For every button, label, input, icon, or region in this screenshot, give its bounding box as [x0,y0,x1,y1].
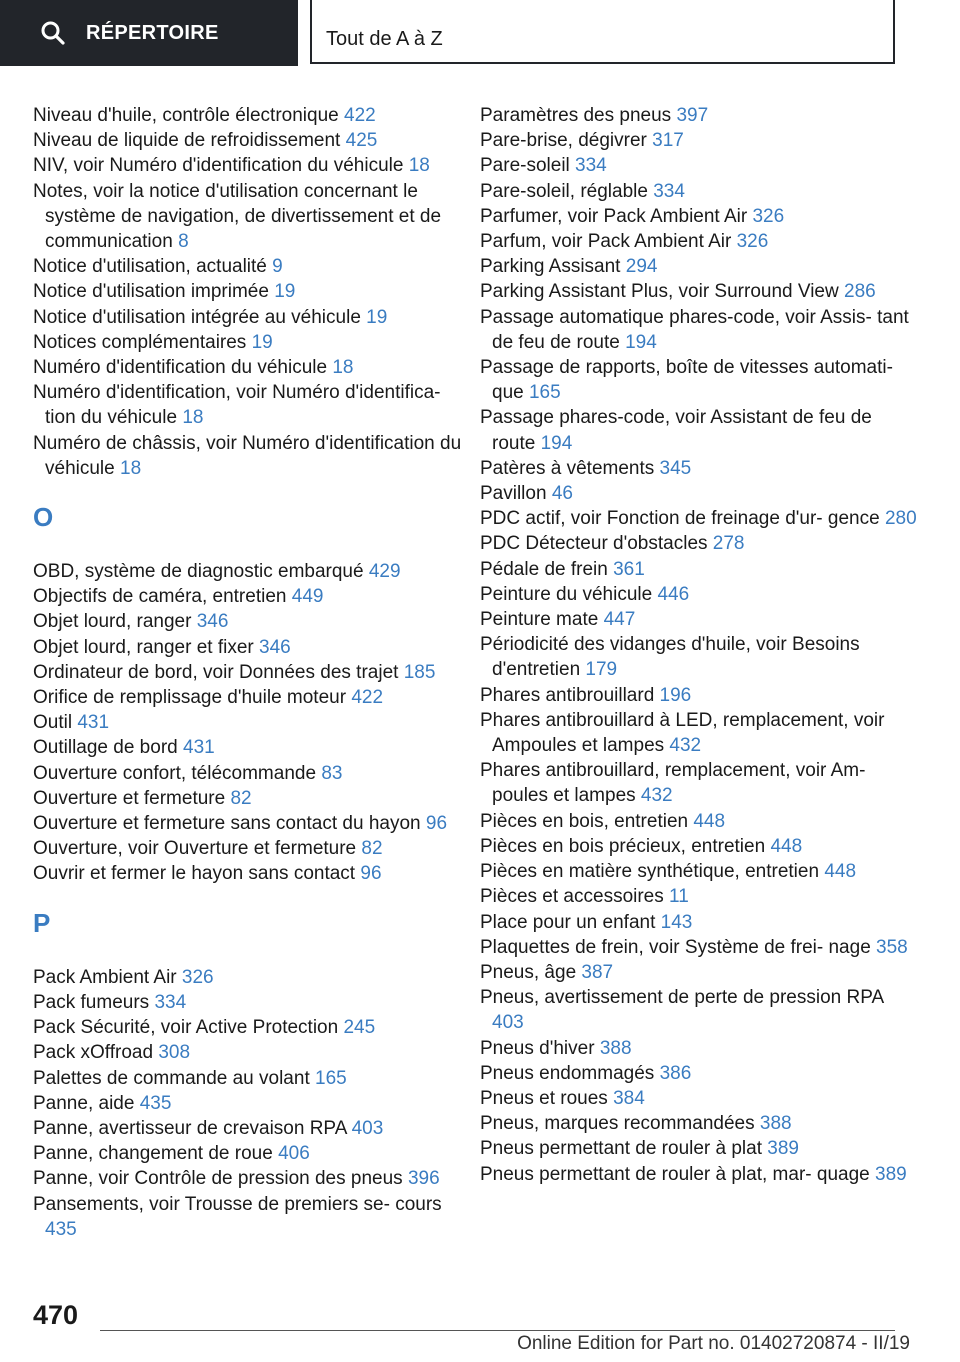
page-link[interactable]: 11 [669,886,689,908]
entry-text: Pneus, avertissement de perte de pression RPA [480,987,884,1009]
page-link[interactable]: 286 [844,281,876,303]
index-entry [33,103,463,128]
page-number: 470 [33,1300,79,1330]
page-link[interactable]: 46 [551,483,573,505]
page-link[interactable]: 384 [613,1087,645,1109]
entry-text: Phares antibrouillard à LED, remplacement, voir Ampoules et lampes [480,709,885,757]
entry-text: Pare-soleil [480,155,576,177]
entry-text: Panne, aide [33,1092,140,1114]
entry-text: Périodicité des vidanges d'huile, voir Besoins d'entretien [480,634,860,681]
section-letter: P [33,907,51,938]
footer-divider [100,1330,895,1331]
entry-text: Notice d'utilisation intégrée au véhicule [33,306,367,328]
entry-text: Ordinateur de bord, voir Données des trajet [33,661,404,683]
entry-text: Notice d'utilisation imprimée [33,281,275,303]
entry-text: Pare-soleil, réglable [480,180,654,202]
page-link[interactable]: 403 [351,1117,384,1139]
page-link[interactable]: 326 [181,966,214,988]
index-entry [480,1036,920,1061]
page-link[interactable]: 165 [528,382,561,404]
index-entry [33,254,463,279]
index-entry [480,884,920,909]
header [0,0,960,66]
entry-text: Numéro d'identification, voir Numéro d'identifica‐ tion du véhicule [33,382,441,429]
index-entry [33,330,463,355]
index-entry [480,834,920,859]
entry-text: PDC Détecteur d'obstacles [480,533,713,555]
entry-text: Parfumer, voir Pack Ambient Air [480,205,753,227]
index-column-right [480,103,920,1187]
entry-text: Panne, avertisseur de crevaison RPA [33,1117,352,1139]
section-letter: O [33,502,54,533]
index-entry [33,710,463,735]
page-link[interactable]: 294 [625,256,658,278]
page-link[interactable]: 358 [876,936,908,958]
page-link[interactable]: 96 [425,813,448,835]
index-entry [480,582,920,607]
index-entry [33,965,463,990]
page-link[interactable]: 9 [272,256,283,278]
page-link[interactable]: 326 [752,205,785,227]
entry-text: Place pour un enfant [480,911,661,933]
index-entry [480,758,920,808]
index-entry [480,153,920,178]
index-entry [33,1040,463,1065]
index-entry [33,735,463,760]
index-entry [33,1066,463,1091]
entry-text: Objet lourd, ranger et fixer [33,636,259,658]
entry-text: Pneus permettant de rouler à plat, mar‐ quage [480,1163,876,1185]
index-entry [33,128,463,153]
entry-text: Pièces et accessoires [480,886,670,908]
entry-text: Passage phares-code, voir Assistant de feu de route [480,407,872,454]
entry-text: Pièces en matière synthétique, entretien [480,861,825,883]
page-link[interactable]: 389 [875,1163,907,1185]
index-entry [33,179,463,255]
index-entry [480,405,920,455]
edition-note: Online Edition for Part no. 01402720874 - II/19 [517,1333,910,1354]
page-link[interactable]: 334 [653,180,685,202]
entry-text: Pansements, voir Trousse de premiers se‐ cours [33,1193,442,1215]
page-link[interactable]: 448 [693,810,726,832]
entry-text: Pack fumeurs [33,991,155,1013]
page-link[interactable]: 448 [770,835,803,857]
entry-text: Pneus, marques recommandées [480,1113,760,1135]
index-entry [480,1111,920,1136]
page-link[interactable]: 18 [332,357,354,379]
index-entry [480,1061,920,1086]
entry-text: Niveau d'huile, contrôle électronique [33,105,344,126]
index-entry [33,1192,463,1242]
page-link[interactable]: 422 [351,687,384,709]
page-link[interactable]: 18 [120,457,142,479]
entry-text: Peinture mate [480,609,604,631]
index-entry [480,708,920,758]
page-link[interactable]: 447 [603,609,636,631]
page-link[interactable]: 449 [291,586,324,608]
page-link[interactable]: 435 [139,1092,172,1114]
index-column-left [33,103,463,1242]
entry-text: NIV, voir Numéro d'identification du véhicule [33,155,409,177]
entry-text: Pneus et roues [480,1087,614,1109]
index-entry [33,305,463,330]
page-link[interactable]: 388 [599,1037,632,1059]
page-link[interactable]: 82 [361,838,383,860]
search-icon [40,20,66,46]
index-entry [33,990,463,1015]
index-entry [33,836,463,861]
page-link[interactable]: 432 [669,735,702,757]
index-entry [480,557,920,582]
index-entry [33,1116,463,1141]
index-entry [33,1141,463,1166]
index-entry [480,960,920,985]
page-link[interactable]: 143 [660,911,693,933]
index-entry [33,153,463,178]
entry-text: Pneus d'hiver [480,1037,600,1059]
index-entry [480,1086,920,1111]
entry-text: Panne, voir Contrôle de pression des pneus [33,1168,408,1190]
entry-text: Objectifs de caméra, entretien [33,586,292,608]
entry-text: Niveau de liquide de refroidissement [33,130,346,152]
index-entry [33,355,463,380]
page-link[interactable]: 245 [343,1017,376,1039]
index-entry [480,229,920,254]
page-link[interactable]: 448 [824,861,857,883]
index-entry [480,632,920,682]
page-link[interactable]: 345 [659,457,692,479]
page-link[interactable]: 19 [274,281,296,303]
entry-text: Parking Assistant Plus, voir Surround View [480,281,844,303]
page-link[interactable]: 185 [403,661,436,683]
index-entry [480,305,920,355]
page-link[interactable]: 18 [408,155,430,177]
index-entry [33,660,463,685]
index-entry [33,584,463,609]
entry-text: Plaquettes de frein, voir Système de frei‐ nage [480,936,877,958]
entry-text: Pack Sécurité, voir Active Protection [33,1017,344,1039]
entry-text: Phares antibrouillard [480,684,660,706]
page-link[interactable]: 165 [315,1067,347,1089]
index-entry [480,506,920,531]
page-link[interactable]: 280 [884,508,917,530]
page-link[interactable]: 361 [613,558,645,580]
entry-text: Panne, changement de roue [33,1143,279,1165]
repertoire-button[interactable] [0,0,298,66]
entry-text: Paramètres des pneus [480,105,677,126]
entry-text: Notice d'utilisation, actualité [33,256,273,278]
index-entry [33,609,463,634]
entry-text: Pneus endommagés [480,1062,660,1084]
page-link[interactable]: 194 [625,331,657,353]
page-link[interactable]: 278 [712,533,745,555]
index-entry [480,204,920,229]
page-link[interactable]: 308 [158,1042,191,1064]
entry-text: Notices complémentaires [33,331,252,353]
entry-text: Parking Assisant [480,256,626,278]
page-link[interactable]: 334 [575,155,607,177]
index-entry [33,279,463,304]
entry-text: Ouvrir et fermer le hayon sans contact [33,863,361,885]
entry-text: Pavillon [480,483,552,505]
entry-text: Phares antibrouillard, remplacement, voir Am‐ poules et lampes [480,760,866,807]
entry-text: Pack Ambient Air [33,966,182,988]
index-entry [480,481,920,506]
entry-text: Passage de rapports, boîte de vitesses automati‐ que [480,357,893,404]
entry-text: Pneus, âge [480,961,582,983]
repertoire-label: RÉPERTOIRE [86,21,219,44]
index-entry [480,456,920,481]
entry-text: Objet lourd, ranger [33,611,197,633]
index-entry [480,859,920,884]
page-link[interactable]: 397 [676,105,709,126]
page-link[interactable]: 179 [585,659,618,681]
page-link[interactable]: 431 [77,712,110,734]
entry-text: Pneus permettant de rouler à plat [480,1138,768,1160]
entry-text: Orifice de remplissage d'huile moteur [33,687,352,709]
index-entry [480,531,920,556]
page-link[interactable]: 387 [581,961,614,983]
index-entry [480,910,920,935]
entry-text: Ouverture, voir Ouverture et fermeture [33,838,362,860]
page-link[interactable]: 196 [659,684,692,706]
page-link[interactable]: 83 [321,762,343,784]
page-link[interactable]: 389 [767,1138,799,1160]
index-entry [33,761,463,786]
entry-text: Pack xOffroad [33,1042,159,1064]
index-entry [480,1162,920,1187]
entry-text: PDC actif, voir Fonction de freinage d'ur‐ gence [480,508,885,530]
index-entry [480,1136,920,1161]
page-link[interactable]: 317 [652,130,684,152]
page-link[interactable]: 326 [736,231,769,253]
index-entry [480,607,920,632]
page-link[interactable]: 431 [183,737,215,759]
index-entry [33,685,463,710]
page-link[interactable]: 346 [196,611,229,633]
index-entry [480,683,920,708]
page-link[interactable]: 82 [230,787,252,809]
index-entry [33,635,463,660]
index-entry [480,355,920,405]
page-link[interactable]: 432 [640,785,673,807]
page-link[interactable]: 435 [45,1218,77,1240]
entry-text: Ouverture confort, télécommande [33,762,322,784]
entry-text: Pièces en bois précieux, entretien [480,835,771,857]
entry-text: Ouverture et fermeture [33,787,231,809]
page-link[interactable]: 429 [368,561,401,583]
entry-text: Outillage de bord [33,737,183,759]
index-entry [33,431,463,481]
page-link[interactable]: 403 [492,1012,524,1034]
entry-text: Ouverture et fermeture sans contact du hayon [33,813,426,835]
page-link[interactable]: 18 [182,407,204,429]
page-link[interactable]: 425 [345,130,378,152]
entry-text: Peinture du véhicule [480,583,658,605]
page-link[interactable]: 422 [344,105,376,126]
entry-text: Patères à vêtements [480,457,660,479]
page-link[interactable]: 396 [407,1168,440,1190]
page-link[interactable]: 194 [540,432,573,454]
page-link[interactable]: 19 [251,331,273,353]
entry-text: Pièces en bois, entretien [480,810,694,832]
entry-text: Notes, voir la notice d'utilisation concernant le système de navigation, de divertissement et de communication [33,180,442,253]
index-entry [480,809,920,834]
index-entry [480,254,920,279]
index-entry [33,1166,463,1191]
index-entry [33,786,463,811]
page-link[interactable]: 19 [366,306,388,328]
index-entry [33,380,463,430]
entry-text: Pédale de frein [480,558,614,580]
index-entry [480,985,920,1035]
entry-text: Outil [33,712,78,734]
page-link[interactable]: 334 [154,991,187,1013]
page-link[interactable]: 388 [759,1113,792,1135]
index-entry [33,1015,463,1040]
index-entry [480,103,920,128]
tab-a-to-z[interactable]: Tout de A à Z [310,0,895,64]
entry-text: OBD, système de diagnostic embarqué [33,561,369,583]
index-entry [33,811,463,836]
page-link[interactable]: 8 [178,231,189,253]
entry-text: Numéro de châssis, voir Numéro d'identification du véhicule [33,432,462,479]
index-entry [33,861,463,886]
page-link[interactable]: 406 [278,1143,310,1165]
index-entry [33,1091,463,1116]
page-link[interactable]: 446 [657,583,690,605]
index-entry [480,128,920,153]
page-link[interactable]: 386 [659,1062,692,1084]
page-link[interactable]: 96 [360,863,382,885]
index-entry [33,559,463,584]
entry-text: Numéro d'identification du véhicule [33,357,333,379]
index-entry [480,279,920,304]
index-entry [480,935,920,960]
index-entry [480,179,920,204]
entry-text: Palettes de commande au volant [33,1067,316,1089]
entry-text: Parfum, voir Pack Ambient Air [480,231,737,253]
entry-text: Pare-brise, dégivrer [480,130,653,152]
entry-text: Passage automatique phares-code, voir Assis‐ tant de feu de route [480,306,909,353]
page-link[interactable]: 346 [259,636,291,658]
